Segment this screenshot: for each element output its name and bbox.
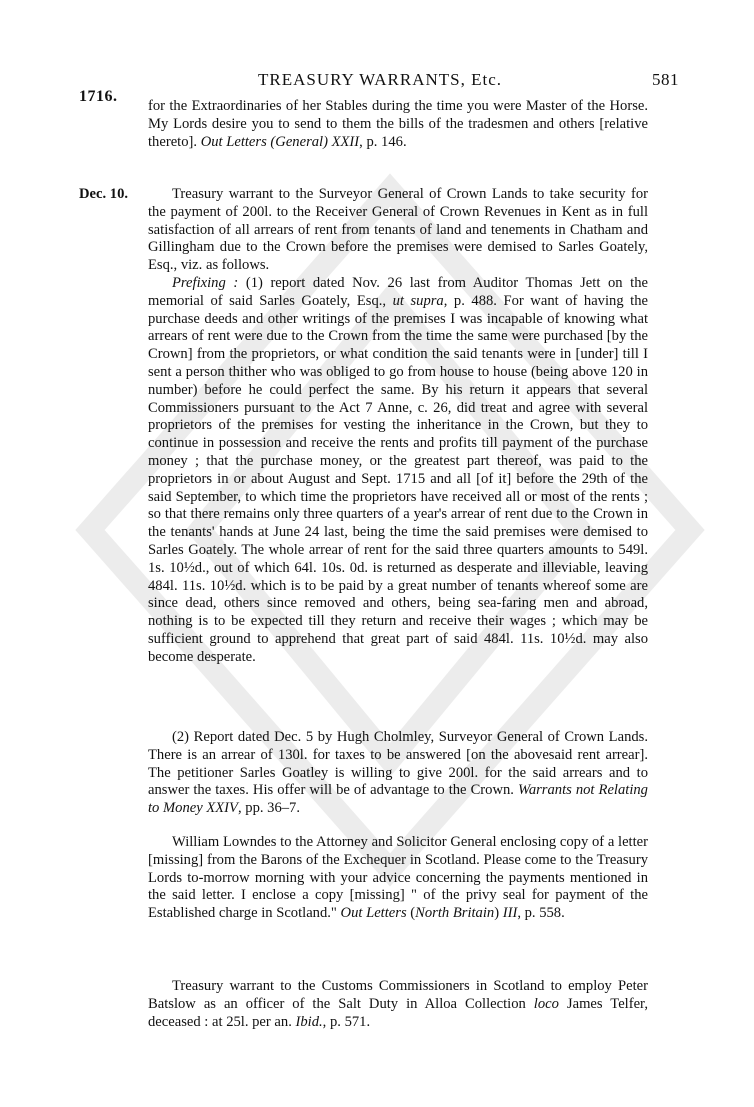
customs-warrant-paragraph — [148, 978, 648, 1031]
running-head: TREASURY WARRANTS, Etc. — [258, 70, 503, 89]
continuation-reference: Out Letters (General) XXII — [200, 133, 360, 150]
continuation-page-ref: , p. 146. — [359, 133, 407, 150]
lowndes-text: William Lowndes to the Attorney and Solicitor General enclosing copy of a letter [missing] from the Barons of the Exchequer in Scotland. Please come to the Treasury Lords to-morrow morning with your advice concerning the payments mentioned in the said letter. I enclose a copy [missing] " of the privy seal for payment of the Established charge in Scotland." — [148, 834, 648, 922]
prefixing-label: Prefixing : — [172, 275, 239, 291]
customs-text-1: Treasury warrant to the Customs Commissioners in Scotland to employ Peter Batslow as an officer of the Salt Duty in Alloa Collection — [148, 978, 648, 1012]
prefixing-text-1: (1) report dated Nov. 26 last from Auditor Thomas Jett on the memorial of said Sarles Goately, Esq., — [148, 275, 648, 309]
lowndes-reference-3: III — [502, 905, 518, 922]
prefixing-paragraph — [148, 275, 648, 667]
report-2-page-ref: , pp. 36–7. — [237, 800, 300, 817]
customs-text-2: James Telfer, deceased : at 25l. per an. — [148, 995, 648, 1030]
lowndes-letter-paragraph — [148, 834, 648, 923]
customs-reference: Ibid. — [295, 1013, 323, 1030]
report-2-text: (2) Report dated Dec. 5 by Hugh Cholmley, Surveyor General of Crown Lands. There is an arrear of 130l. for taxes to be answered [on the abovesaid rent arrear]. The petitioner Sarles Goatley is willing to give 200l. for the said arrears and to answer the taxes. His offer will be of advantage to the Crown. — [148, 729, 648, 799]
continuation-text: for the Extraordinaries of her Stables during the time you were Master of the Horse. My Lords desire you to send to them the bills of the tradesmen and others [relative thereto]. — [148, 98, 648, 150]
margin-year: 1716. — [79, 88, 118, 105]
entry-treasury-warrant-crown-lands — [148, 186, 648, 275]
ut-supra: ut supra — [392, 292, 444, 309]
continuation-paragraph — [148, 98, 648, 151]
lowndes-page-ref: , p. 558. — [517, 905, 565, 922]
prefixing-text-2: , p. 488. For want of having the purchase deeds and other writings of the premises I was incapable of knowing what arrears of rent were due to the Crown from the time the same were purchased [by the Crown] from the proprietors, or what condition the said tenants were in [under] till I sent a person thither who was obliged to go from house to house (being above 120 in number) before he could perfect the same. By his return it appears that several Commissioners pursuant to the Act 7 Anne, c. 26, did treat and agree with several proprietors of the premises for vesting the inheritance in the Crown, but they to continue in possession and receive the rents and profits till payment of the purchase money ; that the purchase money, or the greatest part thereof, was paid to the proprietors in or about August and Sept. 1715 and all [of it] before the 29th of the said September, to which time the proprietors have received all or most of the rents ; so that there remains only three quarters of a year's arrear of rent due to the Crown in the tenants' hands at June 24 last, being the time the said premises were demised to Sarles Goately. The whole arrear of rent for the said three quarters amounts to 549l. 1s. 10½d., out of which 64l. 10s. 0d. is returned as desperate and illeviable, leaving 484l. 11s. 10½d. which is to be paid by a great number of tenants whereof some are since dead, others since removed and others, being sea-faring men and abroad, nothing is to be expected till they return and receive their wages ; which may be sufficient ground to apprehend that great part of said 484l. 11s. 10½d. may also become desperate. — [148, 292, 648, 665]
loco-word: loco — [533, 995, 559, 1012]
margin-date: Dec. 10. — [79, 186, 129, 202]
lowndes-ref-paren: ( — [406, 905, 416, 922]
report-2-reference: Warrants not Relating to Money XXIV — [148, 782, 648, 817]
lowndes-reference-2: North Britain — [415, 905, 495, 922]
page-number: 581 — [652, 70, 679, 89]
entry-text: Treasury warrant to the Surveyor General of Crown Lands to take security for the payment of 200l. to the Receiver General of Crown Revenues in Kent as in full satisfaction of all arrears of rent from tenants of land and tenements in Chatham and Gillingham due to the Crown before the premises were demised to Sarles Goately, Esq., viz. as follows. — [148, 186, 648, 274]
customs-page-ref: , p. 571. — [322, 1013, 371, 1030]
lowndes-reference: Out Letters — [340, 905, 407, 922]
report-2-paragraph — [148, 729, 648, 818]
lowndes-ref-paren-close: ) — [494, 905, 503, 922]
